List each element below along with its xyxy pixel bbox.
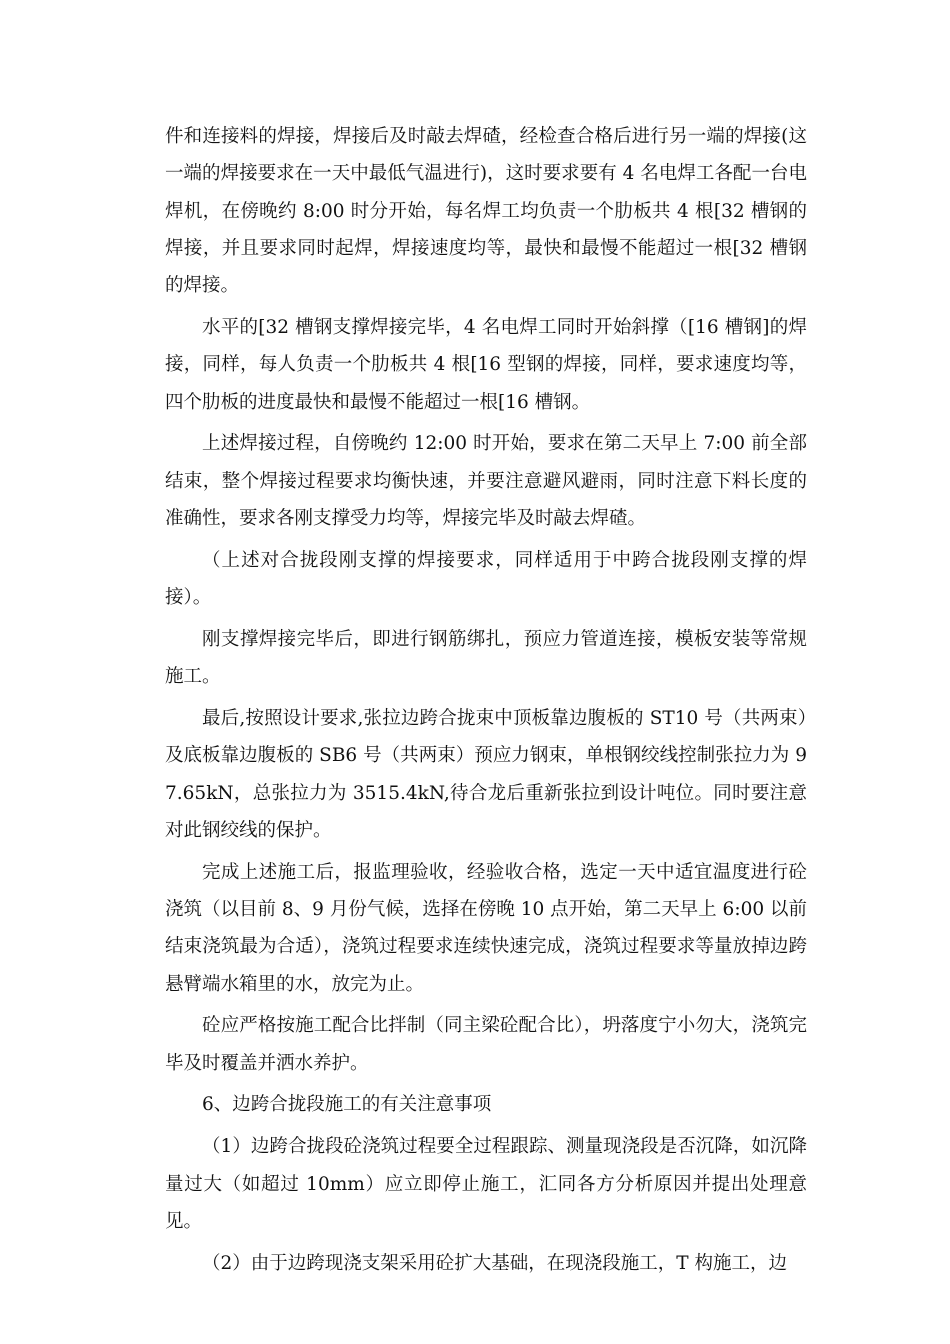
paragraph-note-2: （2）由于边跨现浇支架采用砼扩大基础，在现浇段施工，T 构施工，边 (202, 1252, 787, 1274)
paragraph-concrete-mix: 砼应严格按施工配合比拌制（同主梁砼配合比），坍落度宁小勿大，浇筑完毕及时覆盖并洒水养护。 (165, 1015, 807, 1074)
paragraph-concrete-pouring: 完成上述施工后，报监理验收，经验收合格，选定一天中适宜温度进行砼浇筑（以目前 8、9 月份气候，选择在傍晚 10 点开始，第二天早上 6:00 以前结束浇筑最为合适），浇筑过程要求连续快速完成，浇筑过程要求等量放掉边跨悬臂端水箱里的水，放完为止。 (165, 861, 807, 995)
paragraph-tensioning: 最后,按照设计要求,张拉边跨合拢束中顶板靠边腹板的 ST10 号（共两束）及底板靠边腹板的 SB6 号（共两束）预应力钢束，单根钢绞线控制张拉力为 97.65kN，总张拉力为 3515.4kN,待合龙后重新张拉到设计吨位。同时要注意对此钢绞线的保护。 (165, 707, 807, 841)
paragraph-welding-schedule: 上述焊接过程，自傍晚约 12:00 时开始，要求在第二天早上 7:00 前全部结束，整个焊接过程要求均衡快速，并要注意避风避雨，同时注意下料长度的准确性，要求各刚支撑受力均等，焊接完毕及时敲去焊碴。 (165, 433, 807, 529)
document-body (165, 118, 807, 1286)
paragraph-rebar-formwork: 刚支撑焊接完毕后，即进行钢筋绑扎，预应力管道连接，模板安装等常规施工。 (165, 628, 807, 688)
paragraph-horizontal-brace: 水平的[32 槽钢支撑焊接完毕，4 名电焊工同时开始斜撑（[16 槽钢]的焊接，同样，每人负责一个肋板共 4 根[16 型钢的焊接，同样，要求速度均等，四个肋板的进度最快和最慢不能超过一根[16 槽钢。 (165, 316, 807, 413)
section-heading-6: 6、边跨合拢段施工的有关注意事项 (202, 1094, 492, 1116)
paragraph-note-midspan: （上述对合拢段刚支撑的焊接要求，同样适用于中跨合拢段刚支撑的焊接）。 (165, 549, 807, 609)
paragraph-note-1: （1）边跨合拢段砼浇筑过程要全过程跟踪、测量现浇段是否沉降，如沉降量过大（如超过 10mm）应立即停止施工，汇同各方分析原因并提出处理意见。 (165, 1136, 807, 1232)
paragraph-welding-first-end: 件和连接料的焊接，焊接后及时敲去焊碴，经检查合格后进行另一端的焊接(这一端的焊接要求在一天中最低气温进行)，这时要求要有 4 名电焊工各配一台电焊机，在傍晚约 8:00 时分开始，每名焊工均负责一个肋板共 4 根[32 槽钢的焊接，并且要求同时起焊，焊接速度均等，最快和最慢不能超过一根[32 槽钢的焊接。 (165, 126, 807, 297)
